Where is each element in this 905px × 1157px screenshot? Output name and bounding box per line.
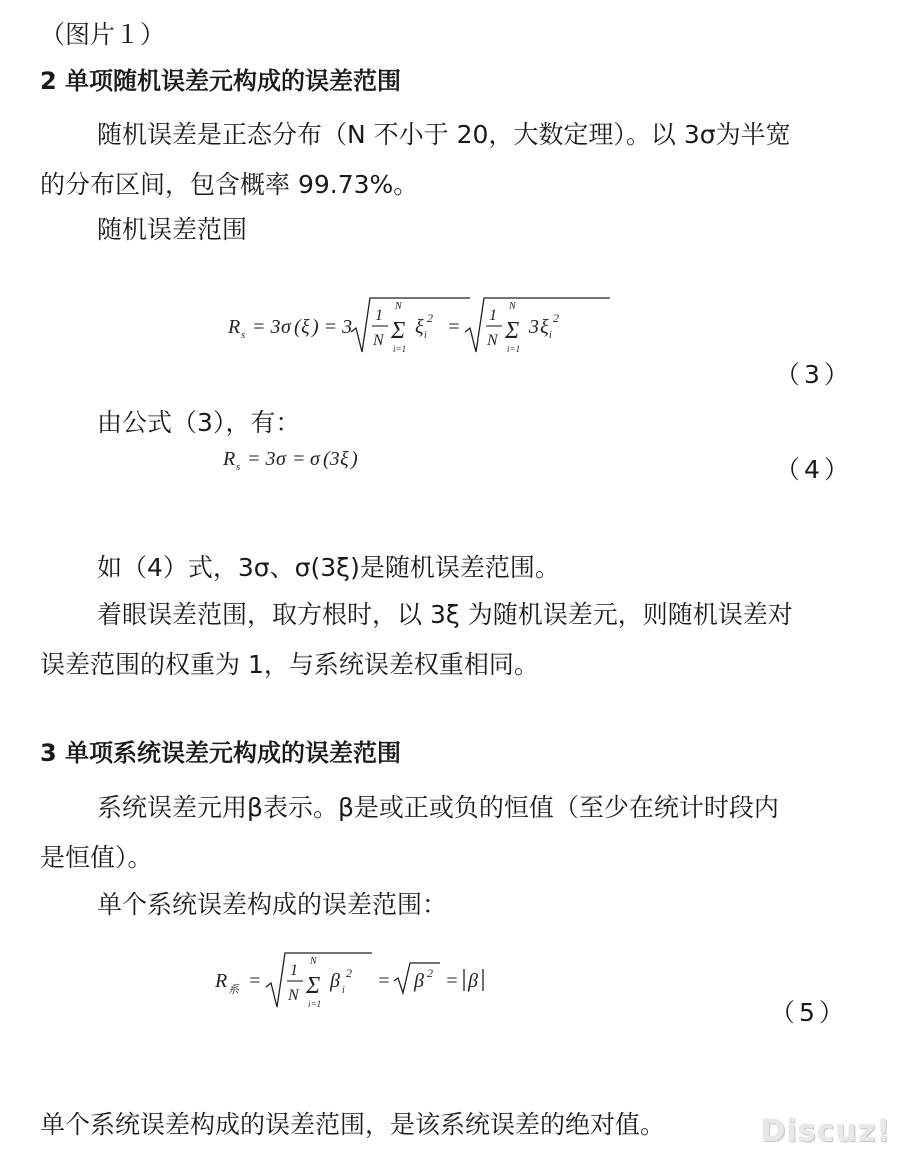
svg-text:σ: σ xyxy=(281,316,291,338)
s2-eq4-explanation: 如（4）式，3σ、σ(3ξ)是随机误差范围。 xyxy=(97,553,560,582)
svg-text:i=1: i=1 xyxy=(507,344,521,354)
svg-text:i: i xyxy=(424,330,427,341)
section-3-heading: 3 单项系统误差元构成的误差范围 xyxy=(40,739,402,767)
svg-text:2: 2 xyxy=(427,966,433,980)
svg-text:1: 1 xyxy=(489,307,497,324)
s2-para3-line1: 着眼误差范围，取方根时，以 3ξ 为随机误差元，则随机误差对 xyxy=(97,600,793,629)
equation-5 xyxy=(212,945,512,1020)
equation-4-number: （4） xyxy=(775,455,853,484)
svg-text:R: R xyxy=(228,316,241,338)
svg-text:N: N xyxy=(288,987,299,1004)
s3-conclusion: 单个系统误差构成的误差范围，是该系统误差的绝对值。 xyxy=(40,1110,666,1139)
svg-text:N: N xyxy=(373,332,384,349)
svg-text:2: 2 xyxy=(346,966,352,980)
svg-text:s: s xyxy=(236,461,241,473)
svg-text:N: N xyxy=(310,956,317,967)
s2-para1-line2: 的分布区间，包含概率 99.73%。 xyxy=(40,170,419,199)
svg-text:ξ: ξ xyxy=(415,316,424,338)
svg-text:σ: σ xyxy=(276,448,286,470)
svg-text:系: 系 xyxy=(228,984,239,996)
svg-text:N: N xyxy=(509,301,516,312)
svg-text:2: 2 xyxy=(427,311,433,325)
svg-text:=: = xyxy=(248,970,262,992)
svg-text:ξ: ξ xyxy=(301,316,310,338)
svg-text:N: N xyxy=(487,332,498,349)
svg-text:2: 2 xyxy=(553,311,559,325)
svg-text:1: 1 xyxy=(290,962,298,979)
svg-text:R: R xyxy=(215,970,228,992)
svg-text:Σ: Σ xyxy=(505,318,520,344)
equation-5-number: （5） xyxy=(770,998,848,1027)
svg-text:Σ: Σ xyxy=(391,318,406,344)
svg-text:3: 3 xyxy=(529,316,539,338)
svg-text:): ) xyxy=(351,448,358,470)
equation-4 xyxy=(220,440,420,480)
svg-text:ξ: ξ xyxy=(340,448,349,470)
svg-text:=: = xyxy=(445,970,459,992)
svg-text:(3: (3 xyxy=(323,448,340,470)
svg-text:=: = xyxy=(377,970,391,992)
svg-text:i: i xyxy=(549,330,552,341)
svg-text:β: β xyxy=(330,970,340,992)
s2-from-formula: 由公式（3），有： xyxy=(97,408,301,437)
svg-text:= 3: = 3 xyxy=(247,448,276,470)
svg-text:σ: σ xyxy=(310,448,320,470)
s3-para1-line1: 系统误差元用β表示。β是或正或负的恒值（至少在统计时段内 xyxy=(97,793,779,822)
s2-para1-line1: 随机误差是正态分布（N 不小于 20，大数定理）。以 3σ为半宽 xyxy=(97,120,791,149)
figure-caption: （图片１） xyxy=(40,20,166,49)
svg-text:(: ( xyxy=(294,316,301,338)
svg-text:Σ: Σ xyxy=(306,973,321,999)
equation-3-number: （3） xyxy=(775,360,853,389)
equation-3 xyxy=(225,290,625,370)
svg-text:= 3: = 3 xyxy=(252,316,281,338)
svg-text:=: = xyxy=(447,316,461,338)
svg-text:i=1: i=1 xyxy=(393,344,407,354)
s3-range-label: 单个系统误差构成的误差范围： xyxy=(97,890,448,919)
svg-text:R: R xyxy=(223,448,236,470)
section-2-heading: 2 单项随机误差元构成的误差范围 xyxy=(40,67,402,95)
s2-random-range-label: 随机误差范围 xyxy=(97,215,248,244)
discuz-watermark: Discuz! xyxy=(760,1114,891,1149)
svg-text:β: β xyxy=(414,970,424,992)
svg-text:ξ: ξ xyxy=(540,316,549,338)
svg-text:=: = xyxy=(292,448,306,470)
svg-text:β: β xyxy=(468,970,478,992)
s3-para1-line2: 是恒值）。 xyxy=(40,843,153,872)
svg-text:s: s xyxy=(241,329,246,341)
svg-text:i=1: i=1 xyxy=(308,999,322,1009)
svg-text:i: i xyxy=(342,985,345,996)
s2-para3-line2: 误差范围的权重为 1，与系统误差权重相同。 xyxy=(40,650,539,679)
svg-text:) = 3: ) = 3 xyxy=(312,316,353,338)
svg-text:1: 1 xyxy=(375,307,383,324)
svg-text:N: N xyxy=(395,301,402,312)
